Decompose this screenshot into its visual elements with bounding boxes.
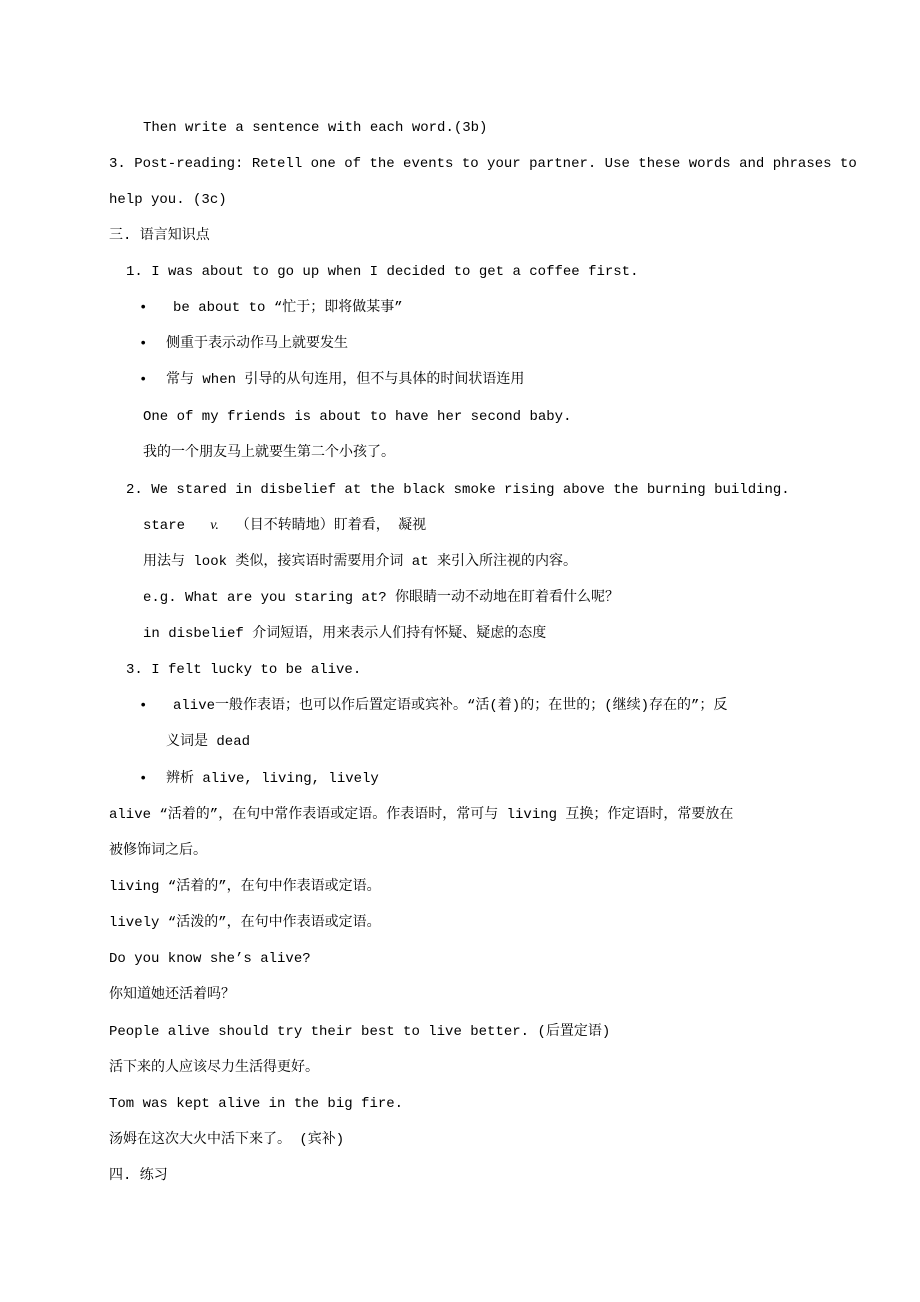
- word: stare: [143, 518, 186, 534]
- example-sentence: One of my friends is about to have her second baby.: [143, 409, 572, 425]
- text-line: 被修饰词之后。: [109, 843, 207, 859]
- list-item-heading: 2. We stared in disbelief at the black smoke rising above the burning building.: [126, 482, 790, 498]
- bullet-icon: •: [139, 698, 148, 714]
- text-line: alive “活着的”，在句中常作表语或定语。作表语时，常可与 living 互换；作定语时，常要放在: [109, 807, 734, 823]
- list-item-heading: 3. I felt lucky to be alive.: [126, 662, 362, 678]
- text-line: 3. Post-reading: Retell one of the events to your partner. Use these words and phrases to: [109, 156, 857, 172]
- text-line: help you. (3c): [109, 192, 227, 208]
- bullet-icon: •: [139, 336, 148, 352]
- bullet-icon: •: [139, 771, 148, 787]
- bullet-text: 义词是 dead: [166, 734, 251, 750]
- text-line: living “活着的”，在句中作表语或定语。: [109, 879, 381, 895]
- part-of-speech: v.: [210, 518, 219, 533]
- text-line: Tom was kept alive in the big fire.: [109, 1096, 404, 1112]
- text-line: 活下来的人应该尽力生活得更好。: [109, 1060, 319, 1076]
- text-line: Do you know she’s alive?: [109, 951, 311, 967]
- text-line: Then write a sentence with each word.(3b): [143, 120, 488, 136]
- text-line: 用法与 look 类似，接宾语时需要用介词 at 来引入所注视的内容。: [143, 554, 578, 570]
- text-line: 你知道她还活着吗？: [109, 987, 235, 1003]
- bullet-text: 常与 when 引导的从句连用，但不与具体的时间状语连用: [166, 372, 525, 388]
- bullet-text: be about to “忙于；即将做某事”: [173, 300, 403, 316]
- list-item-heading: 1. I was about to go up when I decided to get a coffee first.: [126, 264, 639, 280]
- section-heading: 四. 练习: [109, 1168, 168, 1184]
- bullet-icon: •: [139, 372, 148, 388]
- section-heading: 三. 语言知识点: [109, 228, 210, 244]
- text-line: 汤姆在这次大火中活下来了。 (宾补): [109, 1132, 345, 1148]
- bullet-text: alive一般作表语；也可以作后置定语或宾补。“活(着)的；在世的；(继续)存在的”；反: [173, 698, 728, 714]
- bullet-text: 侧重于表示动作马上就要发生: [166, 336, 348, 352]
- text-line: People alive should try their best to live better. (后置定语): [109, 1024, 611, 1040]
- definition: （目不转睛地）盯着看， 凝视: [235, 518, 427, 534]
- text-line: lively “活泼的”，在句中作表语或定语。: [109, 915, 381, 931]
- example-translation: 我的一个朋友马上就要生第二个小孩了。: [143, 445, 395, 461]
- bullet-text: 辨析 alive, living, lively: [166, 771, 379, 787]
- text-line: in disbelief 介词短语，用来表示人们持有怀疑、疑虑的态度: [143, 626, 547, 642]
- text-line: e.g. What are you staring at? 你眼睛一动不动地在盯着看什么呢？: [143, 590, 620, 606]
- bullet-icon: •: [139, 300, 148, 316]
- text-line: [143, 516, 426, 536]
